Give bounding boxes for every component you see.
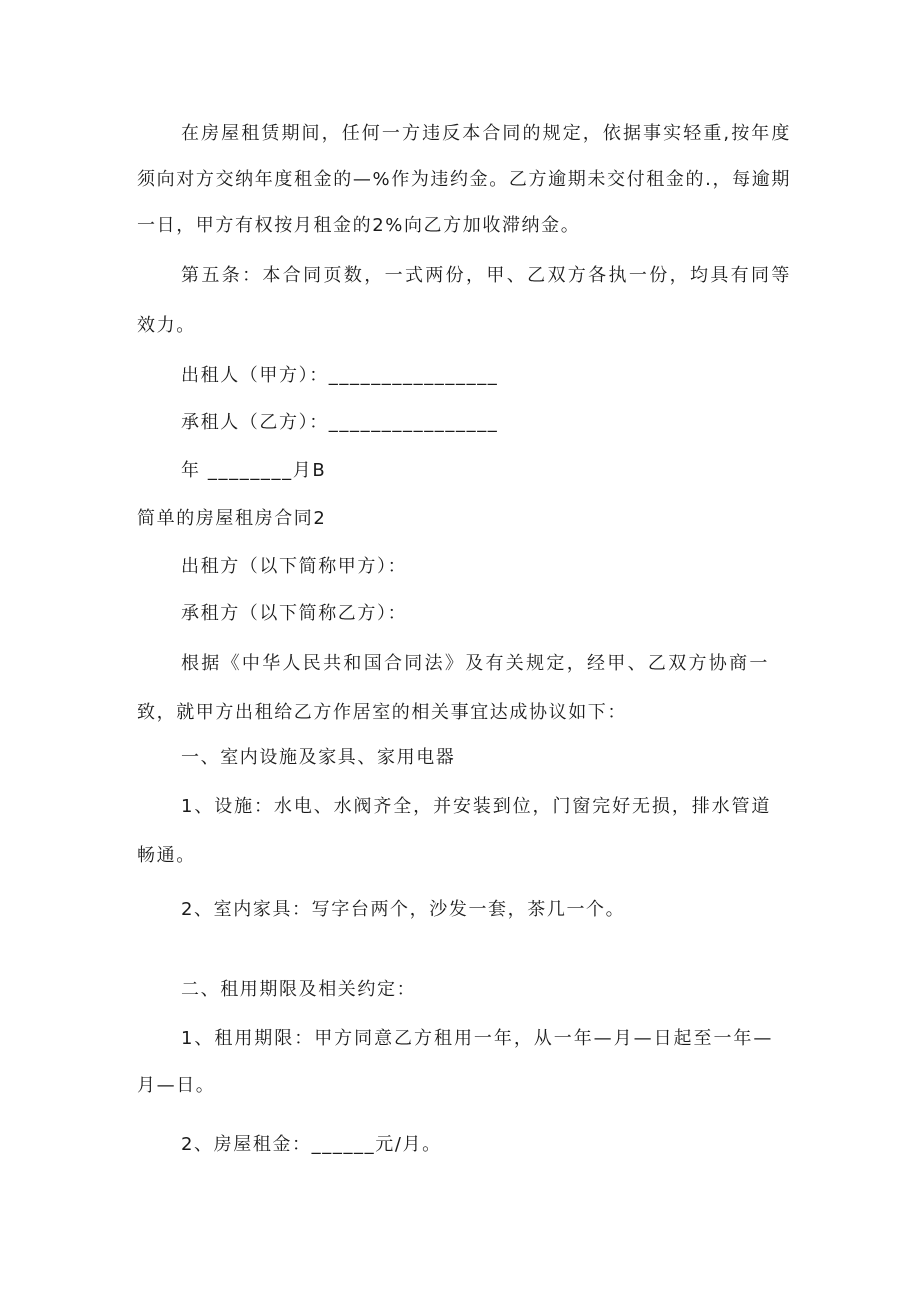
section-1-heading: 一、室内设施及家具、家用电器 (181, 747, 456, 768)
item-1-1-line-2: 畅通。 (137, 845, 196, 866)
penalty-paragraph-line-1: 在房屋租赁期间，任何一方违反本合同的规定，依据事实轻重,按年度 (181, 123, 791, 144)
item-2-1-line-2: 月—日。 (137, 1075, 216, 1096)
item-1-1-line-1: 1、设施：水电、水阀齐全，并安装到位，门窗完好无损，排水管道 (181, 796, 771, 817)
penalty-paragraph-line-2: 须向对方交纳年度租金的—%作为违约金。乙方逾期未交付租金的.，每逾期 (137, 169, 791, 190)
article-5-line-2: 效力。 (137, 315, 196, 336)
contract-2-title: 简单的房屋租房合同2 (137, 508, 327, 529)
item-2-1-line-1: 1、租用期限：甲方同意乙方租用一年，从一年—月—日起至一年— (181, 1028, 773, 1049)
preamble-line-2: 致，就甲方出租给乙方作居室的相关事宜达成协议如下： (137, 702, 627, 723)
article-5-line-1: 第五条：本合同页数，一式两份，甲、乙双方各执一份，均具有同等 (181, 265, 791, 286)
lessor-signature-line: 出租人（甲方）：________________ (181, 365, 499, 386)
lessee-signature-line: 承租人（乙方）：________________ (181, 412, 499, 433)
section-2-heading: 二、租用期限及相关约定： (181, 979, 417, 1000)
item-1-2: 2、室内家具：写字台两个，沙发一套，茶几一个。 (181, 899, 626, 920)
party-a-line: 出租方（以下简称甲方）： (181, 556, 408, 577)
penalty-paragraph-line-3: 一日，甲方有权按月租金的2%向乙方加收滞纳金。 (137, 215, 581, 236)
preamble-line-1: 根据《中华人民共和国合同法》及有关规定，经甲、乙双方协商一 (181, 653, 769, 674)
party-b-line: 承租方（以下简称乙方）： (181, 603, 408, 624)
date-line: 年 ________月B (181, 460, 327, 481)
item-2-2: 2、房屋租金：______元/月。 (181, 1134, 442, 1155)
